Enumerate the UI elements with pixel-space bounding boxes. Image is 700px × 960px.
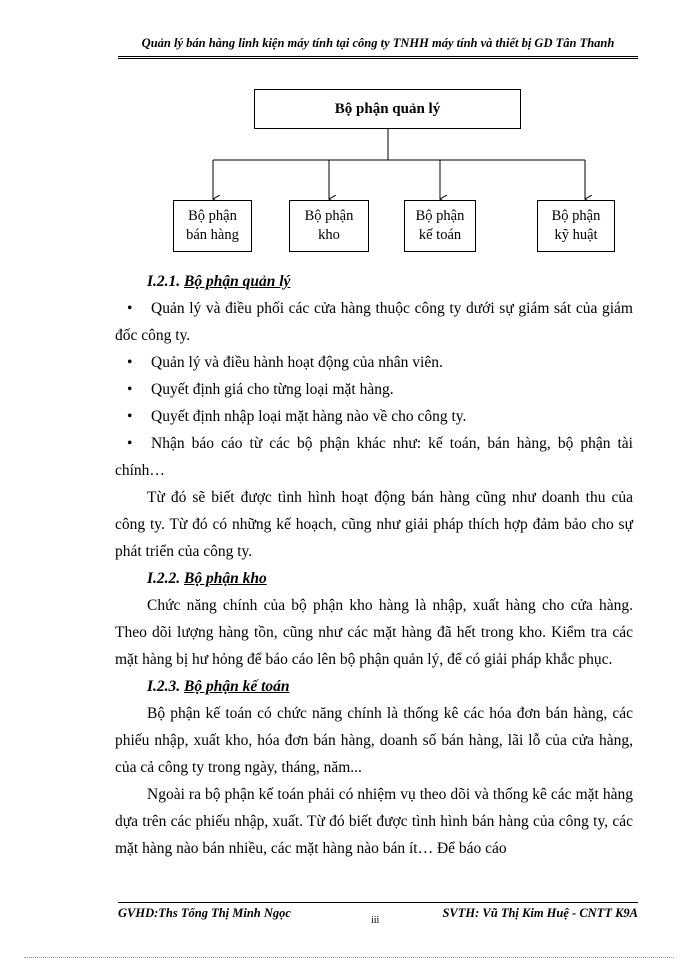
bullet-icon: • bbox=[127, 300, 133, 317]
org-root-label: Bộ phận quản lý bbox=[334, 100, 441, 117]
list-item bbox=[115, 295, 633, 349]
section-number: I.2.1. bbox=[147, 273, 185, 290]
list-item bbox=[115, 376, 633, 403]
paragraph: Chức năng chính của bộ phận kho hàng là nhập, xuất hàng cho cửa hàng. Theo dõi lượng hàng tồn, cũng như các mặt hàng đã hết trong kho. Kiểm tra các mặt hàng bị hư hỏng để báo cáo lên bộ phận quản lý, để có giải pháp khắc phục. bbox=[115, 597, 633, 668]
footer-supervisor: GVHD:Ths Tống Thị Minh Ngọc bbox=[118, 906, 291, 920]
header-rule bbox=[118, 56, 638, 59]
section-heading-accounting bbox=[115, 673, 633, 700]
section-heading-management bbox=[115, 268, 633, 295]
page-header: Quản lý bán hàng linh kiện máy tính tại công ty TNHH máy tính và thiết bị GD Tân Thanh bbox=[141, 36, 615, 50]
list-item-text: Quyết định nhập loại mặt hàng nào về cho công ty. bbox=[151, 408, 467, 425]
section-number: I.2.2. bbox=[147, 570, 185, 587]
paragraph: Ngoài ra bộ phận kế toán phải có nhiệm vụ theo dõi và thống kê các mặt hàng dựa trên các phiếu nhập, xuất. Từ đó biết được tình hình bán hàng của công ty, các mặt hàng nào bán nhiều, các mặt hàng nào bán ít… Để báo cáo bbox=[115, 786, 633, 857]
org-child-box-technical bbox=[537, 200, 615, 252]
page-footer bbox=[118, 902, 638, 926]
org-child-box-sales bbox=[173, 200, 252, 252]
org-child-label-line2: kỹ huật bbox=[554, 227, 598, 243]
footer-student: SVTH: Vũ Thị Kim Huệ - CNTT K9A bbox=[442, 906, 638, 920]
org-child-label-line1: Bộ phận bbox=[188, 208, 237, 224]
list-item bbox=[115, 403, 633, 430]
org-root-box bbox=[254, 89, 521, 129]
paragraph: Bộ phận kế toán có chức năng chính là thống kê các hóa đơn bán hàng, các phiếu nhập, xuất kho, hóa đơn bán hàng, doanh số bán hàng, lãi lỗ của cửa hàng, của cả công ty trong ngày, tháng, năm... bbox=[115, 705, 633, 776]
org-child-label-line1: Bộ phận bbox=[304, 208, 354, 224]
section-title: Bộ phận quản lý bbox=[184, 273, 291, 290]
org-child-box-accounting bbox=[404, 200, 476, 252]
list-item-text: Quản lý và điều hành hoạt động của nhân viên. bbox=[151, 354, 443, 371]
org-child-label-line2: bán hàng bbox=[186, 227, 239, 243]
section-number: I.2.3. bbox=[147, 678, 185, 695]
list-item bbox=[115, 430, 633, 484]
list-item bbox=[115, 349, 633, 376]
org-child-label-line1: Bộ phận bbox=[551, 208, 601, 224]
bullet-icon: • bbox=[127, 435, 133, 452]
document-body bbox=[115, 268, 633, 862]
list-item-text: Quyết định giá cho từng loại mặt hàng. bbox=[151, 381, 394, 398]
bullet-icon: • bbox=[127, 381, 133, 398]
list-item-text: Quản lý và điều phối các cửa hàng thuộc công ty dưới sự giám sát của giám đốc công ty. bbox=[115, 300, 633, 344]
section-heading-warehouse bbox=[115, 565, 633, 592]
section-title: Bộ phận kế toán bbox=[184, 678, 290, 695]
org-child-box-warehouse bbox=[289, 200, 369, 252]
list-item-text: Nhận báo cáo từ các bộ phận khác như: kế toán, bán hàng, bộ phận tài chính… bbox=[115, 435, 633, 479]
paragraph: Từ đó sẽ biết được tình hình hoạt động bán hàng cũng như doanh thu của công ty. Từ đó có những kế hoạch, cũng như giải pháp thích hợp đảm bảo cho sự phát triển của công ty. bbox=[115, 489, 633, 560]
org-child-label-line1: Bộ phận bbox=[415, 208, 465, 224]
org-child-label-line2: kho bbox=[318, 227, 340, 243]
bullet-icon: • bbox=[127, 354, 133, 371]
org-child-label-line2: kế toán bbox=[418, 227, 462, 243]
page-break-divider bbox=[24, 957, 674, 958]
bullet-icon: • bbox=[127, 408, 133, 425]
page-number: iii bbox=[371, 915, 380, 926]
section-title: Bộ phận kho bbox=[184, 570, 267, 587]
